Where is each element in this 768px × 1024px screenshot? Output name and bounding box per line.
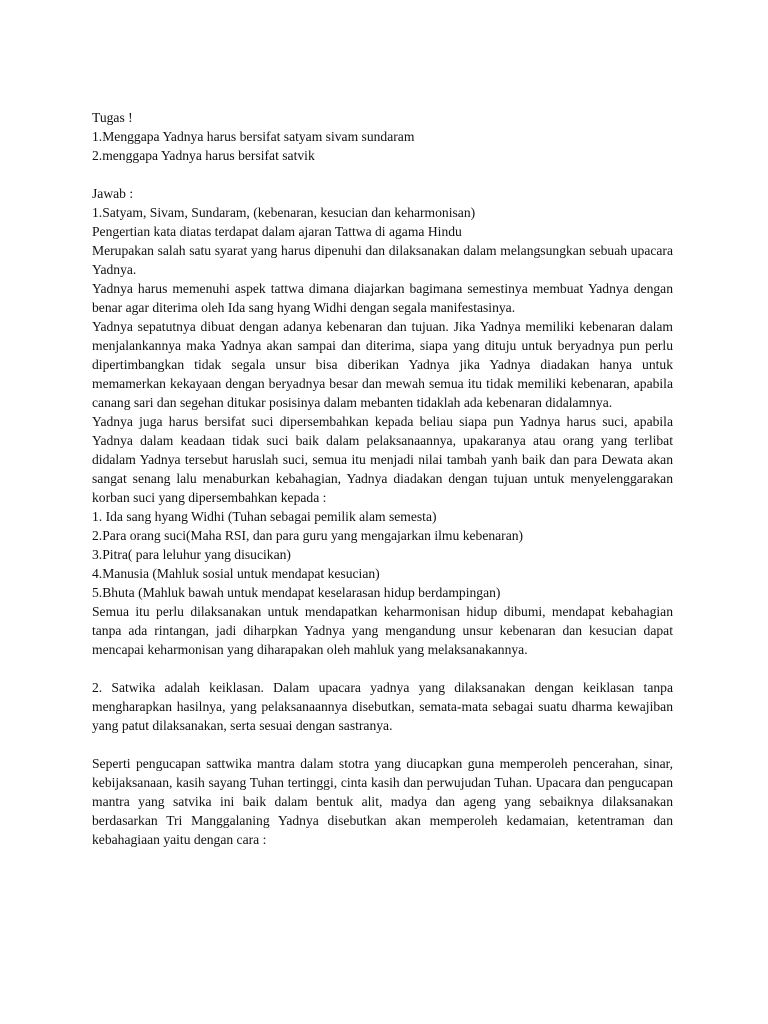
answer-heading: Jawab : [92, 186, 134, 201]
answer-1-definition: Pengertian kata diatas terdapat dalam ajaran Tattwa di agama Hindu [92, 224, 462, 239]
paragraph-3: Yadnya sepatutnya dibuat dengan adanya kebenaran dan tujuan. Jika Yadnya memiliki kebenaran dalam menjalankannya maka Yadnya akan sampai dan diterima, siapa yang dituju untuk beryadnya pun perlu dipertimbangkan tidak segala unsur bisa diberikan Yadnya jika Yadnya diadakan hanya untuk memamerkan kekayaan dengan beryadnya besar dan mewah semua itu tidak memiliki kebenaran, apabila canang sari dan segehan ditukar posisinya dalam mebanten tidaklah ada kebenaran didalamnya. [92, 319, 673, 410]
task-heading: Tugas ! [92, 110, 133, 125]
blank-line [92, 165, 673, 184]
question-1: 1.Menggapa Yadnya harus bersifat satyam sivam sundaram [92, 129, 415, 144]
list-item-4: 4.Manusia (Mahluk sosial untuk mendapat kesucian) [92, 566, 380, 581]
paragraph-7: Seperti pengucapan sattwika mantra dalam stotra yang diucapkan guna memperoleh pencerahan, sinar, kebijaksanaan, kasih sayang Tuhan tertinggi, cinta kasih dan perwujudan Tuhan. Upacara dan pengucapan mantra yang satvika ini baik dalam bentuk alit, madya dan ageng yang sebaiknya dilaksanakan berdasarkan Tri Manggalaning Yadnya disebutkan akan memperoleh kedamaian, ketentraman dan kebahagiaan yaitu dengan cara : [92, 756, 673, 847]
list-item-5: 5.Bhuta (Mahluk bawah untuk mendapat keselarasan hidup berdampingan) [92, 585, 501, 600]
list-item-2: 2.Para orang suci(Maha RSI, dan para guru yang mengajarkan ilmu kebenaran) [92, 528, 524, 543]
paragraph-1: Merupakan salah satu syarat yang harus dipenuhi dan dilaksanakan dalam melangsungkan sebuah upacara Yadnya. [92, 243, 673, 277]
paragraph-5: Semua itu perlu dilaksanakan untuk mendapatkan keharmonisan hidup dibumi, mendapat kebahagian tanpa ada rintangan, jadi diharpkan Yadnya yang mengandung unsur kebenaran dan kesucian dapat mencapai keharmonisan yang diharapakan oleh mahluk yang melaksanakannya. [92, 604, 673, 657]
question-2: 2.menggapa Yadnya harus bersifat satvik [92, 148, 315, 163]
blank-line [92, 735, 673, 754]
answer-1-title: 1.Satyam, Sivam, Sundaram, (kebenaran, kesucian dan keharmonisan) [92, 205, 476, 220]
paragraph-4: Yadnya juga harus bersifat suci dipersembahkan kepada beliau siapa pun Yadnya harus suci, apabila Yadnya dalam keadaan tidak suci baik dalam pelaksanaannya, upakaranya atau orang yang terlibat didalam Yadnya tersebut haruslah suci, semua itu menjadi nilai tambah yanh baik dan para Dewata akan sangat senang lalu menaburkan kebahagian, Yadnya diadakan dengan tujuan untuk menyelenggarakan korban suci yang dipersembahkan kepada : [92, 414, 673, 505]
list-item-1: 1. Ida sang hyang Widhi (Tuhan sebagai pemilik alam semesta) [92, 509, 437, 524]
list-item-3: 3.Pitra( para leluhur yang disucikan) [92, 547, 291, 562]
blank-line [92, 659, 673, 678]
paragraph-6: 2. Satwika adalah keiklasan. Dalam upacara yadnya yang dilaksanakan dengan keiklasan tanpa mengharapkan hasilnya, yang pelaksanaannya disebutkan, semata-mata sebagai suatu dharma kewajiban yang patut dilaksanakan, serta sesuai dengan sastranya. [92, 680, 673, 733]
paragraph-2: Yadnya harus memenuhi aspek tattwa dimana diajarkan bagimana semestinya membuat Yadnya dengan benar agar diterima oleh Ida sang hyang Widhi dengan segala manifestasinya. [92, 281, 673, 315]
document-body [92, 108, 673, 849]
